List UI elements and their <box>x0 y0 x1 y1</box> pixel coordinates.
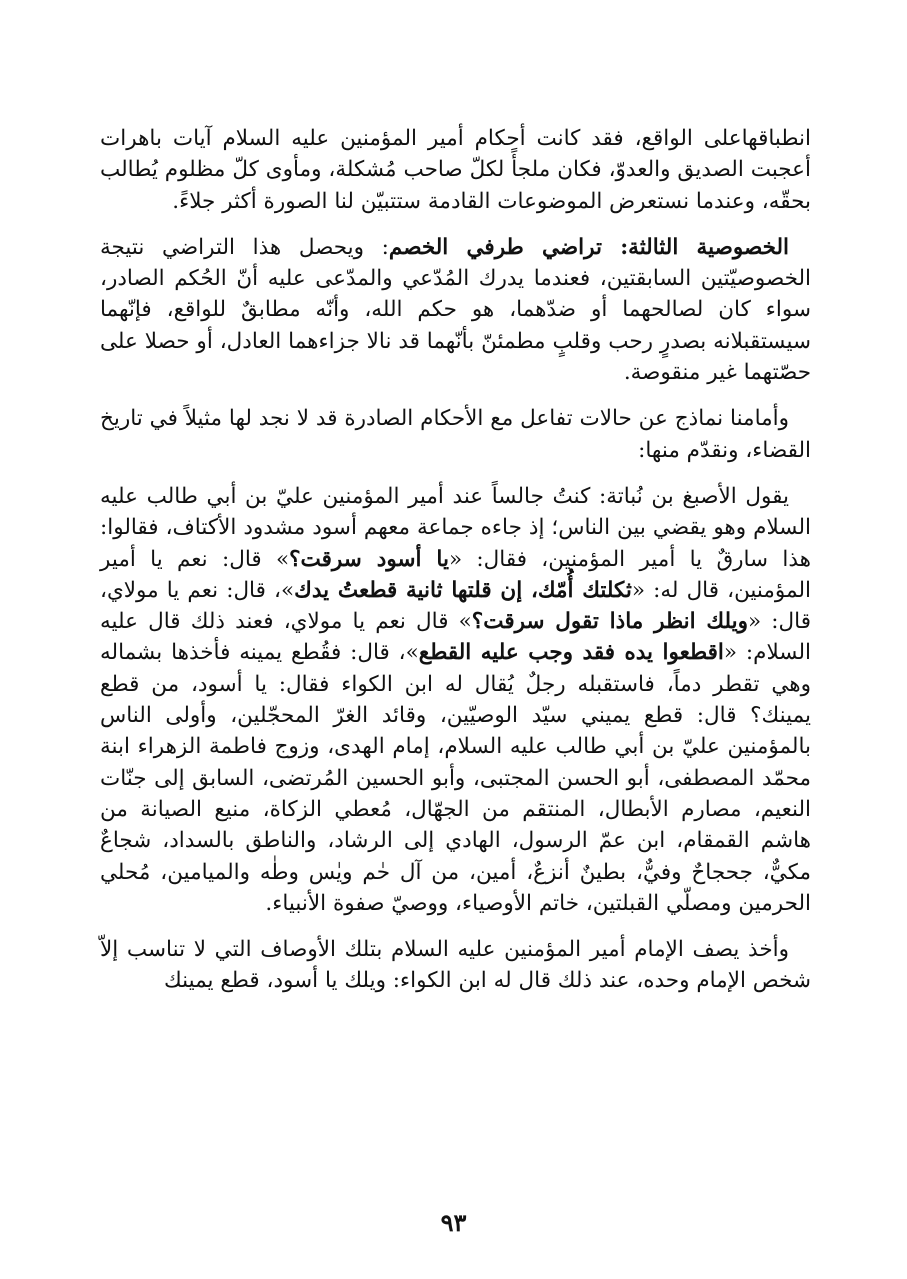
quote-bold: يا أسود سرقت؟ <box>289 546 449 572</box>
paragraph-1 <box>100 123 811 217</box>
paragraph-3 <box>100 403 811 466</box>
page-number: ٩٣ <box>440 1208 467 1237</box>
narration-text: يقول الأصبغ بن نُباتة: كنتُ جالساً عند أمير المؤمنين عليّ بن أبي طالب عليه السلام وهو يقضي بين الناس؛ إذ جاءه جماعة معهم أسود مشدود الأكتاف، فقالوا: هذا سارقٌ يا أمير المؤمنين، فقال: « <box>100 483 811 572</box>
page-body <box>100 123 811 1012</box>
narration-text: »، قال: فقُطع يمينه فأخذها بشماله وهي تقطر دماً، فاستقبله رجلٌ يُقال له ابن الكواء فقال: يا أسود، من قطع يمينك؟ قال: قطع يميني سيّد الوصيّين، وقائد الغرّ المحجّلين، وأولى الناس بالمؤمنين عليّ بن أبي طالب عليه السلام، إمام الهدى، وزوج فاطمة الزهراء ابنة محمّد المصطفى، أبو الحسن المجتبى، وأبو الحسين المُرتضى، السابق إلى جنّات النعيم، مصارم الأبطال، المنتقم من الجهّال، مُعطي الزكاة، منيع الصيانة من هاشم القمقام، ابن عمّ الرسول، الهادي إلى الرشاد، والناطق بالسداد، شجاعٌ مكيٌّ، جحجاحٌ وفيٌّ، بطينٌ أنزعٌ، أمين، من آل حٰم ويٰس وطٰه والميامين، مُحلي الحرمين ومصلّي القبلتين، خاتم الأوصياء، ووصيّ صفوة الأنبياء. <box>100 640 811 916</box>
quote-bold: اقطعوا يده فقد وجب عليه القطع <box>418 640 724 666</box>
paragraph-1-text: انطباقهاعلى الواقع، فقد كانت أحكام أمير المؤمنين عليه السلام آيات باهرات أعجبت الصديق والعدوّ، فكان ملجأً لكلّ صاحب مُشكلة، ومأوى كلّ مظلوم يُطالب بحقّه، وعندما نستعرض الموضوعات القادمة ستتبيّن لنا الصورة أكثر جلاءً. <box>100 126 811 214</box>
paragraph-4 <box>100 481 811 919</box>
narration-text: » قال: نعم يا أمير المؤمنين، قال له: « <box>100 546 811 603</box>
section-heading: الخصوصية الثالثة: تراضي طرفي الخصم <box>388 234 789 260</box>
narration-text: » قال نعم يا مولاي، فعند ذلك قال عليه السلام: « <box>100 609 812 666</box>
narration-text: »، قال: نعم يا مولاي، قال: « <box>100 577 811 635</box>
paragraph-3-text: وأمامنا نماذج عن حالات تفاعل مع الأحكام الصادرة قد لا نجد لها مثيلاً في تاريخ القضاء، ونقدّم منها: <box>100 406 811 463</box>
paragraph-5-text: وأخذ يصف الإمام أمير المؤمنين عليه السلام بتلك الأوصاف التي لا تناسب إلاّ شخص الإمام وحده، عند ذلك قال له ابن الكواء: ويلك يا أسود، قطع يمينك <box>100 937 811 994</box>
paragraph-2 <box>100 232 811 388</box>
paragraph-5 <box>100 934 811 997</box>
paragraph-2-text: : ويحصل هذا التراضي نتيجة الخصوصيّتين السابقتين، فعندما يدرك المُدّعي والمدّعى عليه أنّ الحُكم الصادر، سواء كان لصالحهما أو ضدّهما، هو حكم الله، وأنّه مطابقٌ للواقع، فإنّهما سيستقبلانه بصدرٍ رحب وقلبٍ مطمئنّ بأنّهما قد نالا جزاءهما العادل، أو حصلا على حصّتهما غير منقوصة. <box>100 234 811 386</box>
quote-bold: ثكلتك أُمّك، إن قلتها ثانية قطعتُ يدك <box>294 577 632 603</box>
quote-bold: ويلك انظر ماذا تقول سرقت؟ <box>471 609 748 635</box>
